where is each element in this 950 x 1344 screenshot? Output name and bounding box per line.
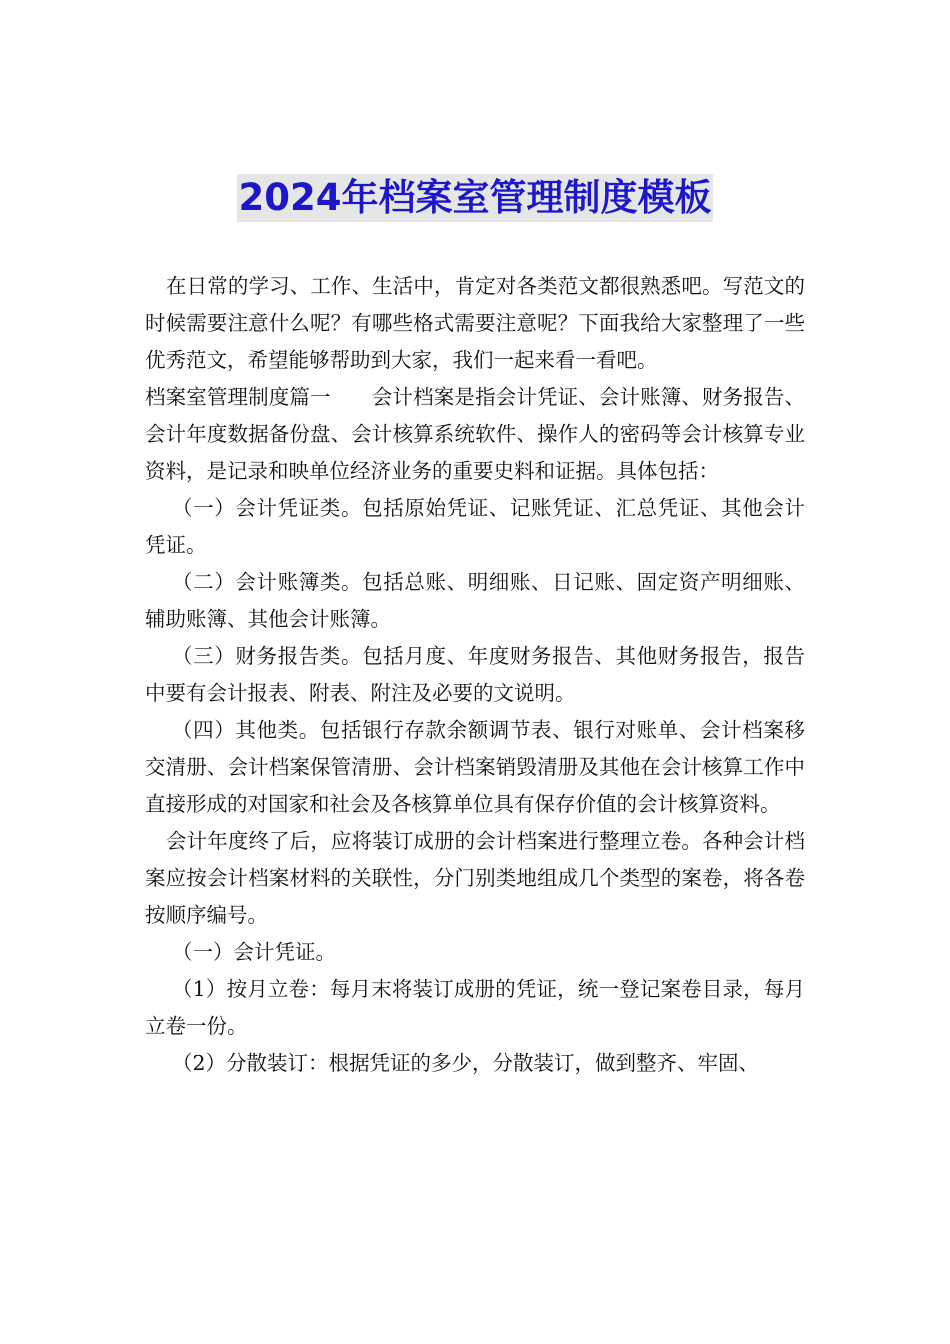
paragraph-subhead-vouchers: （一）会计凭证。 (172, 940, 336, 964)
paragraph-item-4: （四）其他类。包括银行存款余额调节表、银行对账单、会计档案移交清册、会计档案保管清册、会计档案销毁清册及其他在会计核算工作中直接形成的对国家和社会及各核算单位具有保存价值的会计核算资料。 (145, 718, 805, 816)
paragraph-scattered-binding: （2）分散装订：根据凭证的多少，分散装订，做到整齐、牢固、 (172, 1051, 760, 1075)
paragraph-item-3: （三）财务报告类。包括月度、年度财务报告、其他财务报告，报告中要有会计报表、附表、附注及必要的文说明。 (145, 644, 805, 705)
document-body (145, 268, 805, 1082)
paragraph-section-one: 档案室管理制度篇一 会计档案是指会计凭证、会计账簿、财务报告、会计年度数据备份盘、会计核算系统软件、操作人的密码等会计核算专业资料，是记录和映单位经济业务的重要史料和证据。具体包括： (145, 385, 805, 483)
paragraph-item-2: （二）会计账簿类。包括总账、明细账、日记账、固定资产明细账、辅助账簿、其他会计账簿。 (145, 570, 805, 631)
paragraph-year-end: 会计年度终了后，应将装订成册的会计档案进行整理立卷。各种会计档案应按会计档案材料的关联性，分门别类地组成几个类型的案卷，将各卷按顺序编号。 (145, 829, 805, 927)
paragraph-monthly-filing: （1）按月立卷：每月末将装订成册的凭证，统一登记案卷目录，每月立卷一份。 (145, 977, 805, 1038)
paragraph-item-1: （一）会计凭证类。包括原始凭证、记账凭证、汇总凭证、其他会计凭证。 (145, 496, 805, 557)
document-title: 2024年档案室管理制度模板 (237, 174, 714, 222)
paragraph-intro: 在日常的学习、工作、生活中，肯定对各类范文都很熟悉吧。写范文的时候需要注意什么呢？有哪些格式需要注意呢？下面我给大家整理了一些优秀范文，希望能够帮助到大家，我们一起来看一看吧。 (145, 274, 805, 372)
title-container (0, 174, 950, 222)
